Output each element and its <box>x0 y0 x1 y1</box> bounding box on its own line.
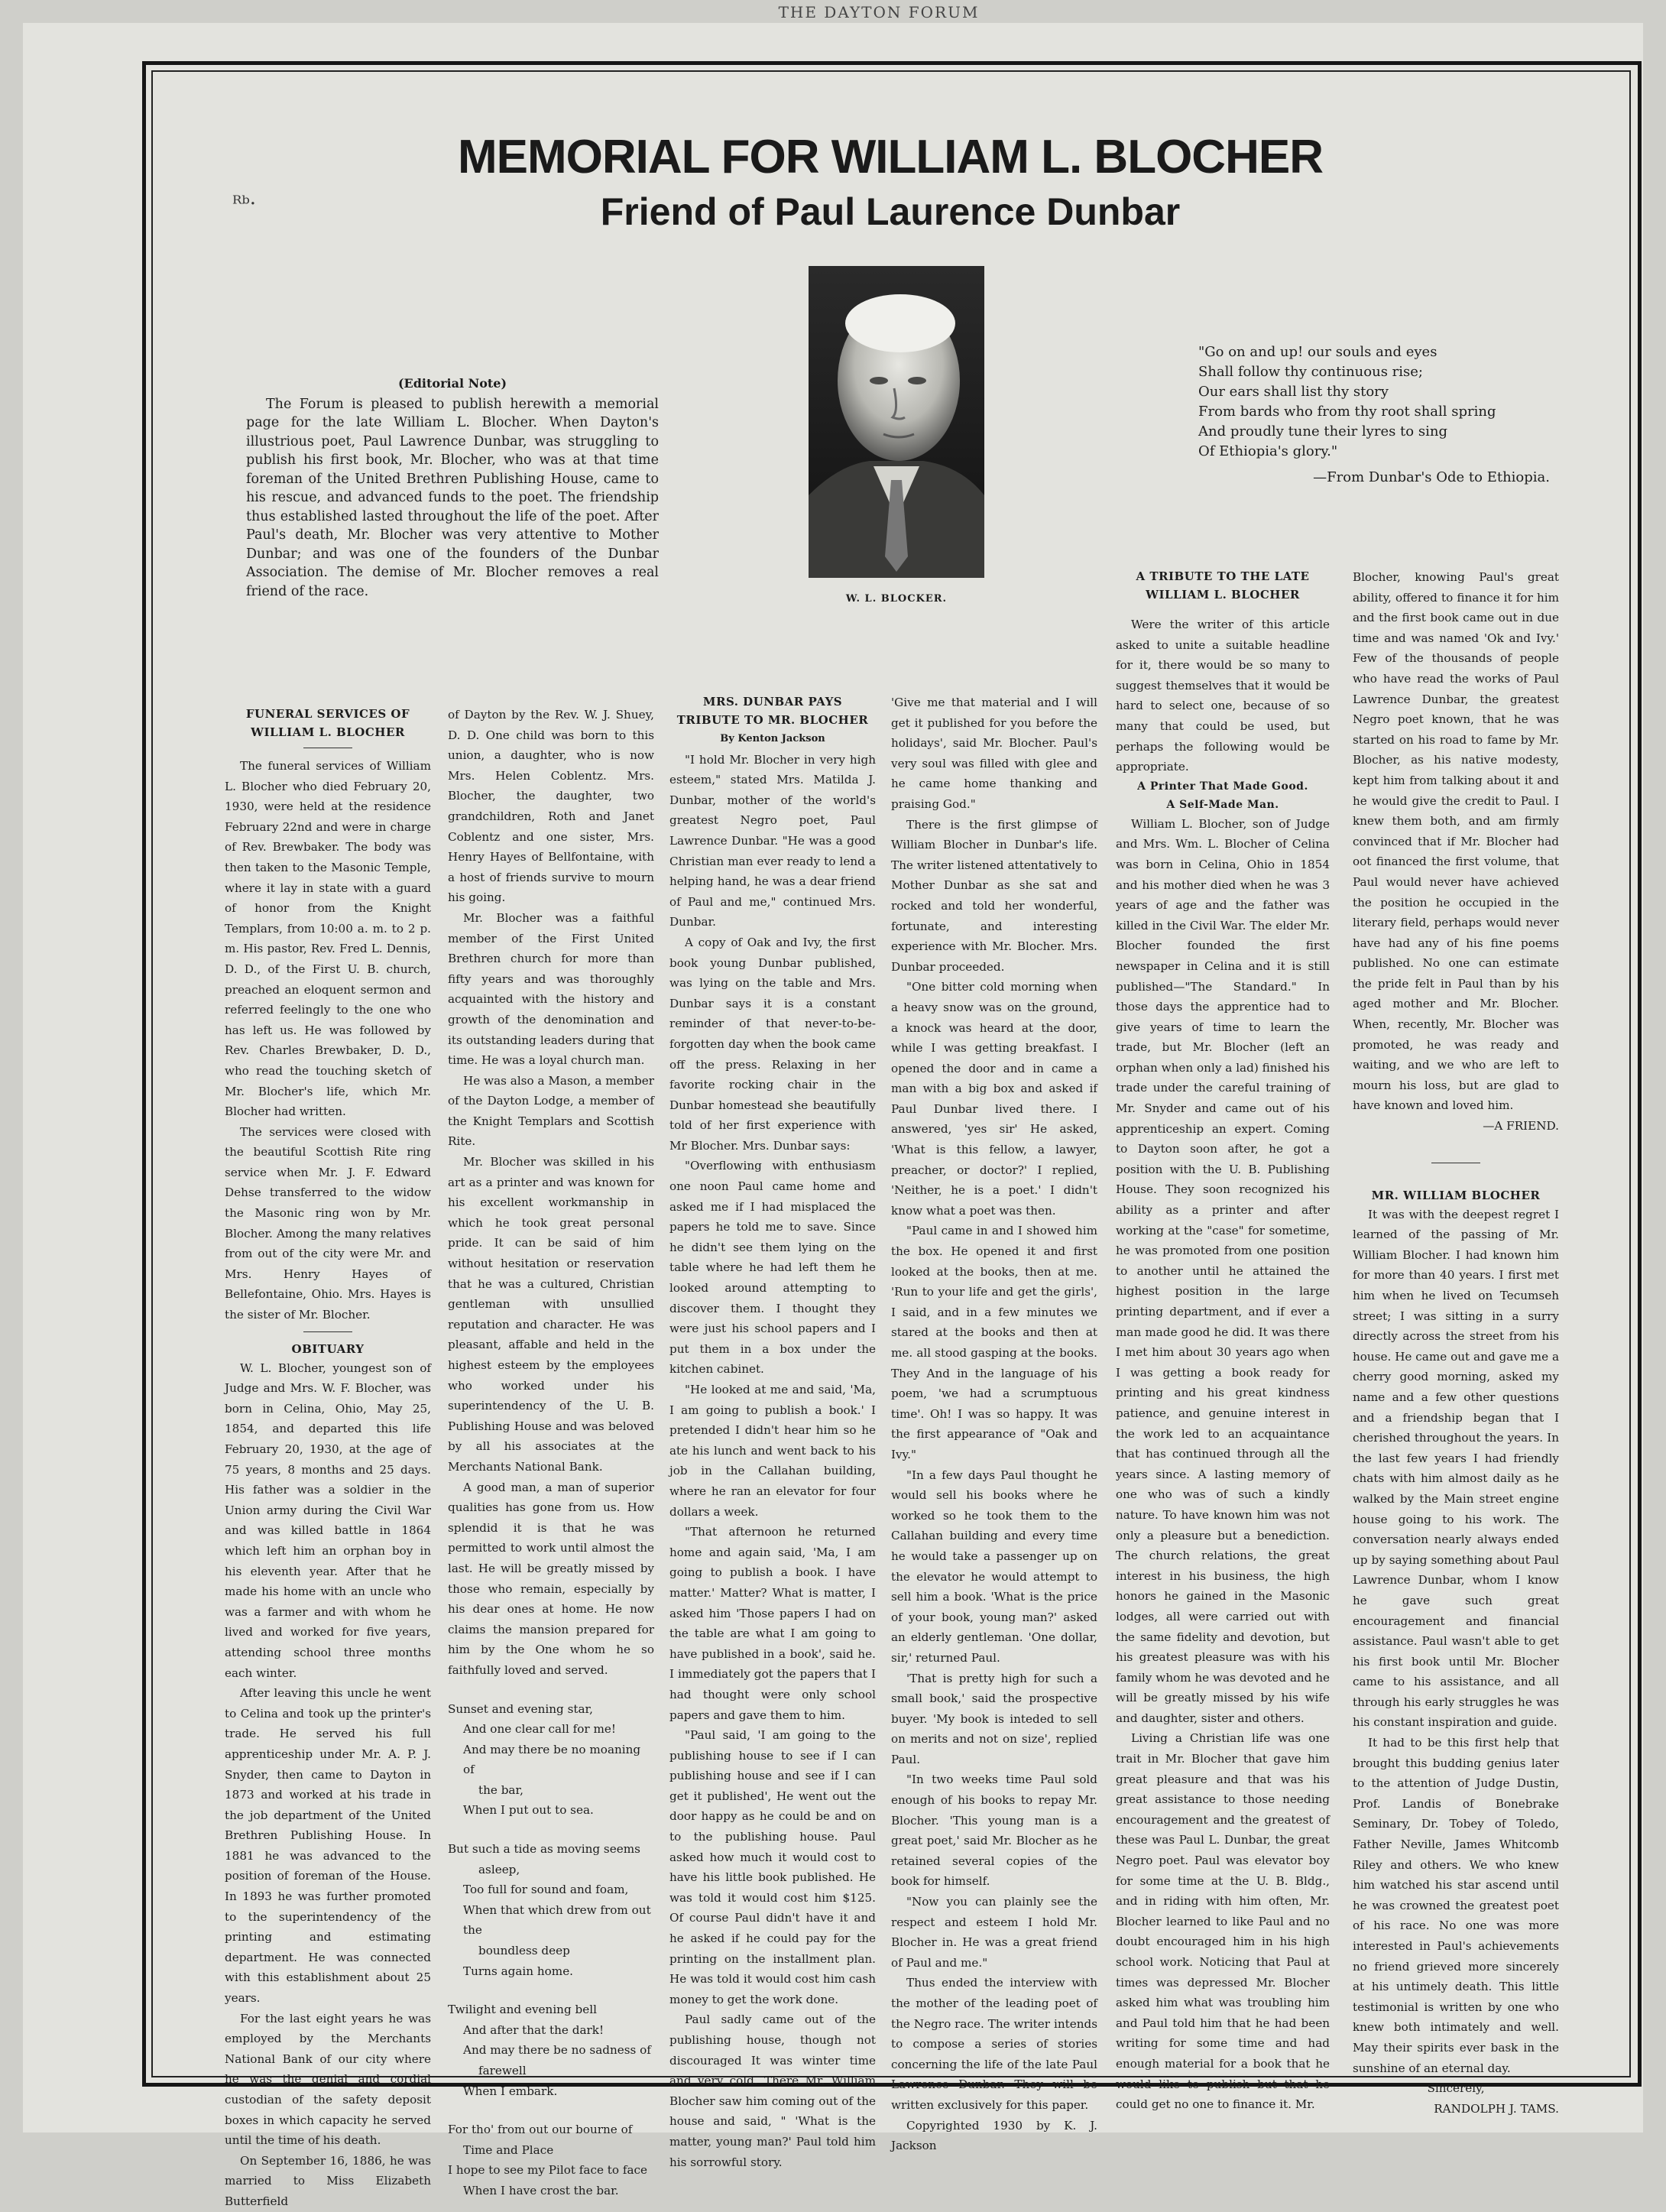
poem-line: Turns again home. <box>463 1964 574 1978</box>
poem-line: When I put out to sea. <box>463 1803 594 1818</box>
column-1 <box>225 705 431 2212</box>
article-paragraph: 'That is pretty high for such a small book,' said the prospective buyer. 'My book is inteded to sell on merits and not on size', replied Paul. <box>891 1671 1097 1766</box>
letter-closing: Sincerely, <box>1427 2081 1485 2096</box>
poem-line: When that which drew from out the <box>463 1902 651 1938</box>
ode-line: Of Ethiopia's glory." <box>1198 443 1338 459</box>
byline: By Kenton Jackson <box>720 733 825 744</box>
portrait-image <box>809 266 984 578</box>
ode-source: —From Dunbar's Ode to Ethiopia. <box>1313 469 1550 485</box>
article-paragraph: "Now you can plainly see the respect and esteem I hold Mr. Blocher in. He was a great friend of Paul and me." <box>891 1895 1097 1970</box>
article-paragraph: Paul sadly came out of the publishing house, though not discouraged It was winter time and very cold. There Mr. William Blocher saw him coming out of the house and said, " 'What is the matter, young man?' Paul told him his sorrowful story. <box>669 2013 876 2169</box>
ode-quote <box>1198 342 1550 488</box>
obituary-paragraph: W. L. Blocher, youngest son of Judge and Mrs. W. F. Blocher, was born in Celina, Ohio, May 25, 1854, and departed this life February 20, 1930, at the age of 75 years, 8 months and 25 days. His father was a soldier in the Union army during the Civil War and was killed battle in 1864 which left him an orphan boy in his eleventh year. After that he made his home with an uncle who was a farmer and with whom he lived and worked for five years, attending school three months each winter. <box>225 1361 431 1680</box>
poem-line: And may there be no sadness of <box>463 2043 651 2058</box>
poem-line: the bar, <box>478 1782 523 1797</box>
tribute-paragraph: Blocher, knowing Paul's great ability, offered to finance it for him and the first book came out in due time and was named 'Ok and Ivy.' Few of the thousands of people who have read the works of Paul Lawrence Dunbar, the greatest Negro poet known, that he was started on his road to fame by Mr. Blocher, as his native modesty, kept him from talking about it and he would give the credit to Paul. I knew them both, and am firmly convinced that if Mr. Blocher had oot financed the first volume, that Paul would never have achieved the position he occupied in the literary field, perhaps would never have had any of his fine poems published. No one can estimate the pride felt in Paul than by his aged mother and Mr. Blocher. When, recently, Mr. Blocher was promoted, he was ready and waiting, and we who are left to mourn his loss, but are glad to have known and loved him. <box>1353 570 1559 1113</box>
funeral-paragraph: The funeral services of William L. Blocher who died February 20, 1930, were held at the residence February 22nd and were in charge of Rev. Brewbaker. The body was then taken to the Masonic Temple, where it lay in state with a guard of honor from the Knight Templars, from 10:00 a. m. to 2 p. m. His pastor, Rev. Fred L. Dennis, D. D., of the First U. B. church, preached an eloquent sermon and referred feelingly to the one who has left us. He was followed by Rev. Charles Brewbaker, D. D., who read the touching sketch of Mr. Blocher's life, which Mr. Blocher had written. <box>225 759 431 1119</box>
ode-line: From bards who from thy root shall spring <box>1198 404 1496 420</box>
article-paragraph: "Overflowing with enthusiasm one noon Paul came home and asked me if I had misplaced the papers he told me to save. Since he didn't see them lying on the table where he had left them he looked around attempting to discover them. I thought they were just his school papers and I put them in a box under the kitchen cabinet. <box>669 1159 876 1377</box>
poem-line: And after that the dark! <box>463 2022 604 2037</box>
obituary-paragraph: He was also a Mason, a member of the Dayton Lodge, a member of the Knight Templars and Scottish Rite. <box>448 1073 654 1149</box>
copyright-line: Copyrighted 1930 by K. J. Jackson <box>891 2118 1097 2153</box>
obituary-paragraph: After leaving this uncle he went to Celina and took up the printer's trade. He served his full apprenticeship under Mr. A. P. J. Snyder, then came to Dayton in 1873 and worked at his trade in the job department of the United Brethren Publishing House. In 1881 he was advanced to the position of foreman of the House. In 1893 he was further promoted to the superintendency of the printing and estimating department. He was connected with this establishment about 25 years. <box>225 1686 431 2006</box>
photo-caption: W. L. BLOCKER. <box>845 593 948 605</box>
ode-line: And proudly tune their lyres to sing <box>1198 423 1447 439</box>
poem-line: Time and Place <box>463 2142 554 2157</box>
poem-line: Too full for sound and foam, <box>463 1883 629 1897</box>
column-2 <box>448 705 654 2201</box>
obituary-title: OBITUARY <box>291 1341 365 1356</box>
poem-line: Twilight and evening bell <box>448 2003 597 2017</box>
poem-line: And one clear call for me! <box>463 1722 616 1737</box>
running-head: THE DAYTON FORUM <box>778 3 980 21</box>
obituary-paragraph: A good man, a man of superior qualities has gone from us. How splendid it is that he was permitted to work until almost the last. He will be greatly missed by those who remain, especially by his dear ones at home. He now claims the mansion prepared for him by the One whom he so faithfully loved and served. <box>448 1480 654 1677</box>
article-paragraph: "I hold Mr. Blocher in very high esteem," stated Mrs. Matilda J. Dunbar, mother of the world's greatest Negro poet, Paul Lawrence Dunbar. "He was a good Christian man ever ready to lend a helping hand, he was a dear friend of Paul and me," continued Mrs. Dunbar. <box>669 752 876 929</box>
article-paragraph: "That afternoon he returned home and again said, 'Ma, I am going to publish a book. I have matter.' Matter? What is matter, I asked him 'Those papers I had on the table are what I am going to have published in a book', said he. I immediately got the papers that I had thought were only school papers and gave them to him. <box>669 1525 876 1722</box>
margin-mark: ᴿᵇ· <box>232 193 256 216</box>
column-6 <box>1353 567 1559 2119</box>
letter-paragraph: It was with the deepest regret I learned of the passing of Mr. William Blocher. I had known him for more than 40 years. I first met him when he lived on Tecumseh street; I was sitting in a surry directly across the street from his house. He came out and gave me a cherry good morning, asked my name and a few other questions and a friendship began that I cherished throughout the years. In the last few years I had friendly chats with him almost daily as he walked by the Main street engine house going to his work. The conversation nearly always ended up by saying something about Paul Lawrence Dunbar, whom I know he gave such great encouragement and financial assistance. Paul wasn't able to get his first book until Mr. Blocher came to his assistance, and all through his early struggles he was his constant inspiration and guide. <box>1353 1207 1559 1730</box>
funeral-paragraph: The services were closed with the beautiful Scottish Rite ring service when Mr. J. F. Edward Dehse transferred to the widow the Masonic ring won by Mr. Blocher. Among the many relatives from out of the city were Mr. and Mrs. Henry Hayes of Bellefontaine, Ohio. Mrs. Hayes is the sister of Mr. Blocher. <box>225 1124 431 1322</box>
poem-line: When I have crost the bar. <box>463 2183 619 2197</box>
mrs-dunbar-title: MRS. DUNBAR PAYS TRIBUTE TO MR. BLOCHER <box>676 695 869 727</box>
column-4 <box>891 692 1097 2156</box>
poem-line: When I embark. <box>463 2084 558 2098</box>
article-paragraph: Thus ended the interview with the mother of the leading poet of the Negro race. The writer intends to compose a series of stories concerning the life of the late Paul Lawrence Dunbar. They will be written exclusively for this paper. <box>891 1976 1097 2112</box>
ode-line: Shall follow thy continuous rise; <box>1198 364 1423 380</box>
poem-line: I hope to see my Pilot face to face <box>448 2163 648 2178</box>
obituary-paragraph: For the last eight years he was employed by the Merchants National Bank of our city where he was the genial and cordial custodian of the safety deposit boxes in which capacity he served until the time of his death. <box>225 2011 431 2148</box>
poem-line: For tho' from out our bourne of <box>448 2123 633 2137</box>
article-paragraph: "In a few days Paul thought he would sell his books where he worked so he took them to the Callahan building and every time he would take a passenger up on the elevator he would attempt to sell him a book. 'What is the price of your book, young man?' asked an elderly gentleman. 'One dollar, sir,' returned Paul. <box>891 1468 1097 1665</box>
obituary-paragraph: Mr. Blocher was skilled in his art as a printer and was known for his excellent workmanship in which he took great personal pride. It can be said of him without hesitation or reservation that he was a cultured, Christian gentleman with unsullied reputation and character. He was pleasant, affable and held in the highest esteem by the employees who worked under his superintendency of the U. B. Publishing House and was beloved by all his associates at the Merchants National Bank. <box>448 1155 654 1474</box>
article-paragraph: 'Give me that material and I will get it published for you before the holidays', said Mr. Blocher. Paul's very soul was filled with glee and he came home thanking and praising God." <box>891 696 1097 811</box>
tribute-paragraph: Living a Christian life was one trait in Mr. Blocher that gave him great pleasure and that was his great assistance to those needing encouragement and the greatest of these was Paul L. Dunbar, the great Negro poet. Paul was elevator boy for some time at the U. B. Bldg., and in riding with him often, Mr. Blocher learned to like Paul and no doubt encouraged him in his high school work. Noticing that Paul at times was depressed Mr. Blocher asked him what was troubling him and Paul told him that he had been writing for some time and had enough material for a book that he would like to publish but that he could get no one to finance it. Mr. <box>1116 1731 1330 2112</box>
poem-line: Sunset and evening star, <box>448 1701 593 1716</box>
article-paragraph: "One bitter cold morning when a heavy snow was on the ground, a knock was heard at the door, while I was getting breakfast. I opened the door and in came a man with a big box and asked if Paul Dunbar lived there. I answered, 'yes sir' He asked, 'What is this fellow, a lawyer, preacher, or doctor?' I replied, 'Neither, he is a poet.' I didn't know what a poet was then. <box>891 980 1097 1218</box>
tribute-title: A TRIBUTE TO THE LATE <box>1136 569 1310 583</box>
tribute-title-name: WILLIAM L. BLOCHER <box>1146 588 1300 602</box>
editorial-note-text: The Forum is pleased to publish herewith a memorial page for the late William L. Blocher. When Dayton's illustrious poet, Paul Lawrence Dunbar, was struggling to publish his first book, Mr. Blocher, who was at that time foreman of the United Brethren Publishing House, came to his rescue, and advanced funds to the poet. The friendship thus established lasted throughout the life of the poet. After Paul's death, Mr. Blocher was very attentive to Mother Dunbar; and was one of the founders of the Dunbar Association. The demise of Mr. Blocher removes a real friend of the race. <box>246 396 659 599</box>
obituary-paragraph: Mr. Blocher was a faithful member of the First United Brethren church for more than fifty years and was thoroughly acquainted with the history and growth of the denomination and its outstanding leaders during that time. He was a loyal church man. <box>448 910 654 1068</box>
article-paragraph: There is the first glimpse of William Blocher in Dunbar's life. The writer listened attentatively to Mother Dunbar as she sat and rocked and told her wonderful, fortunate, and interesting experience with Mr. Blocher. Mrs. Dunbar proceeded. <box>891 817 1097 974</box>
tribute-subhead: A Printer That Made Good. <box>1137 780 1308 793</box>
editorial-note-title: (Editorial Note) <box>397 376 507 391</box>
divider <box>303 1331 352 1332</box>
tribute-paragraph: William L. Blocher, son of Judge and Mrs. Wm. L. Blocher of Celina was born in Celina, Ohio in 1854 and his mother died when he was 3 years of age and the father was killed in the Civil War. The elder Mr. Blocher founded the first newspaper in Celina and it is still published—"The Standard." In those days the apprentice had to give years of time to learn the trade, but Mr. Blocher (left an orphan when only a lad) finished his trade under the careful training of Mr. Snyder and came out of his apprenticeship an expert. Coming to Dayton soon after, he got a position with the U. B. Publishing House. They soon recognized his ability as a printer and after working at the "case" for sometime, he was promoted from one position to another until he attained the highest position in the large printing department, and if ever a man made good he did. It was there I met him about 30 years ago when I was getting a book ready for printing and his great kindness patience, and genuine interest in the work led to an acquaintance that has continued through all the years since. A lasting memory of one who was of such a kindly nature. To have known him was not only a pleasure but a benediction. The church relations, the great interest in his business, the high honors he gained in the Masonic lodges, all were carried out with the same fidelity and devotion, but his greatest pleasure was with his family whom he was devoted and he will be greatly missed by his wife and daughter, sister and others. <box>1116 816 1330 1725</box>
tribute-paragraph: Were the writer of this article asked to unite a suitable headline for it, there would be so many to suggest themselves that it would be hard to select one, because of so many that could be used, but perhaps the following would be appropriate. <box>1116 618 1330 774</box>
ode-line: "Go on and up! our souls and eyes <box>1198 344 1437 360</box>
tribute-signature: —A FRIEND. <box>1483 1119 1559 1134</box>
poem-line: asleep, <box>478 1862 520 1876</box>
subhead: Friend of Paul Laurence Dunbar <box>600 190 1181 233</box>
article-paragraph: "In two weeks time Paul sold enough of his books to repay Mr. Blocher. 'This young man is a great poet,' said Mr. Blocher as he retained several copies of the book for himself. <box>891 1773 1097 1889</box>
poem-line: And may there be no moaning of <box>463 1742 641 1777</box>
poem-line: But such a tide as moving seems <box>448 1842 640 1857</box>
column-3 <box>669 692 876 2172</box>
letter-signature: RANDOLPH J. TAMS. <box>1434 2101 1559 2116</box>
poem-line: farewell <box>478 2064 527 2077</box>
article-paragraph: "Paul said, 'I am going to the publishing house to see if I can publishing house and see if I can get it published', He went out the door happy as he could be and on to the publishing house. Paul asked how much it would cost to have his little book published. He was told it would cost him $125. Of course Paul didn't have it and he asked if he could pay for the printing on the installment plan. He was told it would cost him cash money to get the work done. <box>669 1728 876 2006</box>
article-paragraph: "He looked at me and said, 'Ma, I am going to publish a book.' I pretended I didn't hear him so he ate his lunch and went back to his job in the Callahan building, where he ran an elevator for four dollars a week. <box>669 1383 876 1519</box>
tribute-subhead: A Self-Made Man. <box>1166 798 1279 811</box>
obituary-paragraph: of Dayton by the Rev. W. J. Shuey, D. D. One child was born to this union, a daughter, who is now Mrs. Helen Coblentz. Mrs. Blocher, the daughter, two grandchildren, Roth and Janet Coblentz and one sister, Mrs. Henry Hayes of Bellfontaine, with a host of friends survive to mourn his going. <box>448 708 654 905</box>
poem-line: boundless deep <box>478 1944 570 1958</box>
article-paragraph: A copy of Oak and Ivy, the first book young Dunbar published, was lying on the table and Mrs. Dunbar says it is a constant reminder of that never-to-be-forgotten day when the book came off the press. Relaxing in her favorite rocking chair in the Dunbar homestead she beautifully told of her first experience with Mr Blocher. Mrs. Dunbar says: <box>669 935 876 1153</box>
column-5 <box>1116 567 1330 2115</box>
letter-paragraph: It had to be this first help that brought this budding genius later to the attention of Judge Dustin, Prof. Landis of Bonebrake Seminary, Dr. Tobey of Toledo, Father Neville, James Whitcomb Riley and others. We who knew him watched his star ascend until he was crowned the greatest poet of his race. No one was more interested in Paul's achievements no friend grieved more sincerely at his untimely death. This little testimonial is written by one who knew both intimately and well. May their spirits ever bask in the sunshine of an eternal day. <box>1353 1736 1559 2075</box>
article-paragraph: "Paul came in and I showed him the box. He opened it and first looked at the books, then at me. 'Run to your life and get the girls', I said, and in a few minutes we stared at the books and then at me. all stood gasping at the books. They And in the language of his poem, 'we had a scrumptuous time'. Oh! I was so happy. It was the first appearance of "Oak and Ivy." <box>891 1224 1097 1461</box>
portrait-photo <box>809 266 984 578</box>
ode-line: Our ears shall list thy story <box>1198 384 1389 400</box>
funeral-title: FUNERAL SERVICES OF <box>245 707 410 721</box>
mr-blocher-title: MR. WILLIAM BLOCHER <box>1371 1188 1541 1202</box>
headline: MEMORIAL FOR WILLIAM L. BLOCHER <box>458 131 1323 183</box>
editorial-note <box>246 375 659 601</box>
obituary-paragraph: On September 16, 1886, he was married to Miss Elizabeth Butterfield <box>225 2153 431 2208</box>
crossing-bar-poem <box>448 1699 654 2201</box>
funeral-title-name: WILLIAM L. BLOCHER <box>251 725 405 739</box>
